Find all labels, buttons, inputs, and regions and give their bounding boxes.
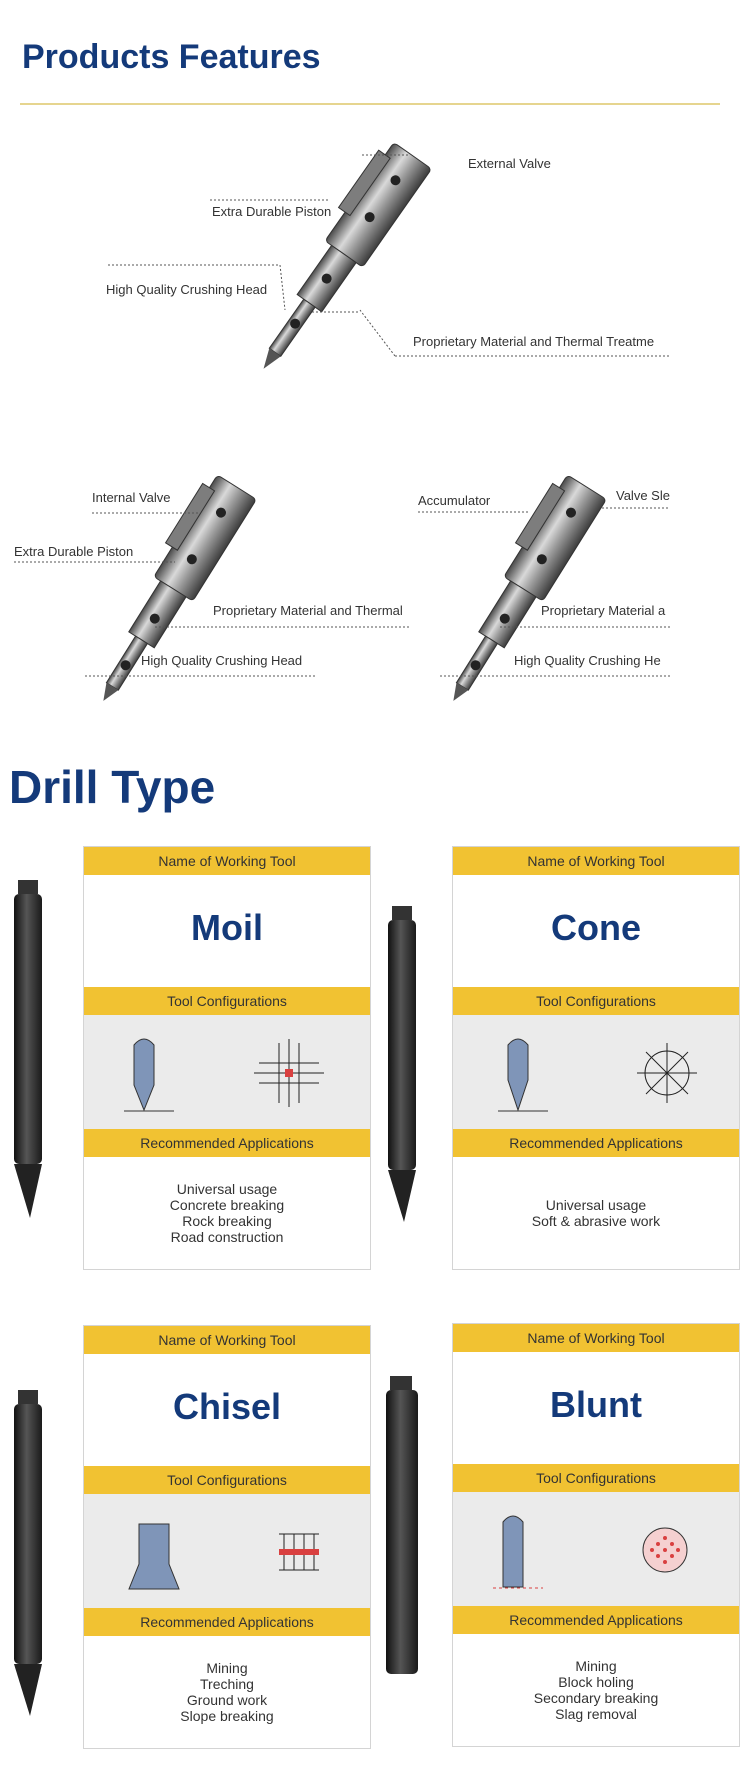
callout-material-2: Proprietary Material and Thermal	[213, 603, 403, 618]
application-item: Mining	[206, 1660, 248, 1676]
tool-name: Blunt	[550, 1384, 642, 1425]
moil-bit-image	[10, 880, 50, 1220]
callout-valve-sleeve: Valve Sle	[616, 488, 670, 503]
apps-band: Recommended Applications	[453, 1606, 739, 1634]
application-item: Soft & abrasive work	[531, 1213, 661, 1229]
name-band: Name of Working Tool	[84, 1326, 370, 1354]
callout-crushing-head-3: High Quality Crushing He	[514, 653, 661, 668]
name-band: Name of Working Tool	[84, 847, 370, 875]
cone-bit-image	[384, 906, 424, 1226]
callout-piston-2: Extra Durable Piston	[14, 544, 134, 559]
tool-name-area	[453, 1352, 739, 1464]
config-band: Tool Configurations	[453, 987, 739, 1015]
tool-name-area	[84, 1354, 370, 1466]
apps-band: Recommended Applications	[84, 1129, 370, 1157]
application-item: Slope breaking	[180, 1708, 274, 1724]
drill-type-heading: Drill Type	[9, 761, 216, 813]
tool-name-area	[84, 875, 370, 987]
name-band: Name of Working Tool	[453, 847, 739, 875]
tool-card-cone	[452, 846, 740, 1270]
application-item: Mining	[575, 1658, 617, 1674]
callout-crushing-head: High Quality Crushing Head	[106, 282, 268, 297]
tool-configuration-cone	[453, 1015, 739, 1129]
tool-name-area	[453, 875, 739, 987]
tool-card-moil	[83, 846, 371, 1270]
tool-name: Chisel	[172, 1386, 282, 1427]
breaker-diagrams-2-3	[0, 0, 750, 730]
application-item: Concrete breaking	[169, 1197, 285, 1213]
config-band: Tool Configurations	[453, 1464, 739, 1492]
application-item: Treching	[200, 1676, 254, 1692]
chisel-config-diagram	[84, 1494, 372, 1608]
name-band: Name of Working Tool	[453, 1324, 739, 1352]
applications-list	[453, 1157, 739, 1269]
config-band: Tool Configurations	[84, 987, 370, 1015]
callout-accumulator: Accumulator	[418, 493, 491, 508]
callout-material: Proprietary Material and Thermal Treatme	[413, 334, 655, 349]
chisel-bit-image	[10, 1390, 50, 1720]
tool-card-chisel	[83, 1325, 371, 1749]
application-item: Block holing	[558, 1674, 634, 1690]
callout-material-3: Proprietary Material a	[541, 603, 666, 618]
application-item: Ground work	[186, 1692, 268, 1708]
callout-piston: Extra Durable Piston	[212, 204, 332, 219]
application-item: Universal usage	[545, 1197, 647, 1213]
application-item: Secondary breaking	[533, 1690, 659, 1706]
tool-configuration-chisel	[84, 1494, 370, 1608]
tool-name: Cone	[551, 907, 641, 948]
cone-config-diagram	[453, 1015, 741, 1129]
callout-internal-valve: Internal Valve	[92, 490, 171, 505]
tool-configuration-moil	[84, 1015, 370, 1129]
applications-list	[84, 1636, 370, 1748]
apps-band: Recommended Applications	[453, 1129, 739, 1157]
blunt-bit-image	[382, 1376, 424, 1676]
application-item: Slag removal	[555, 1706, 637, 1722]
apps-band: Recommended Applications	[84, 1608, 370, 1636]
moil-config-diagram	[84, 1015, 372, 1129]
products-features-heading: Products Features	[22, 38, 321, 76]
tool-card-blunt	[452, 1323, 740, 1747]
tool-name: Moil	[191, 907, 263, 948]
application-item: Universal usage	[176, 1181, 278, 1197]
callout-external-valve: External Valve	[468, 156, 551, 171]
application-item: Road construction	[170, 1229, 284, 1245]
application-item: Rock breaking	[182, 1213, 272, 1229]
blunt-config-diagram	[453, 1492, 741, 1606]
applications-list	[84, 1157, 370, 1269]
applications-list	[453, 1634, 739, 1746]
config-band: Tool Configurations	[84, 1466, 370, 1494]
callout-crushing-head-2: High Quality Crushing Head	[141, 653, 303, 668]
tool-configuration-blunt	[453, 1492, 739, 1606]
